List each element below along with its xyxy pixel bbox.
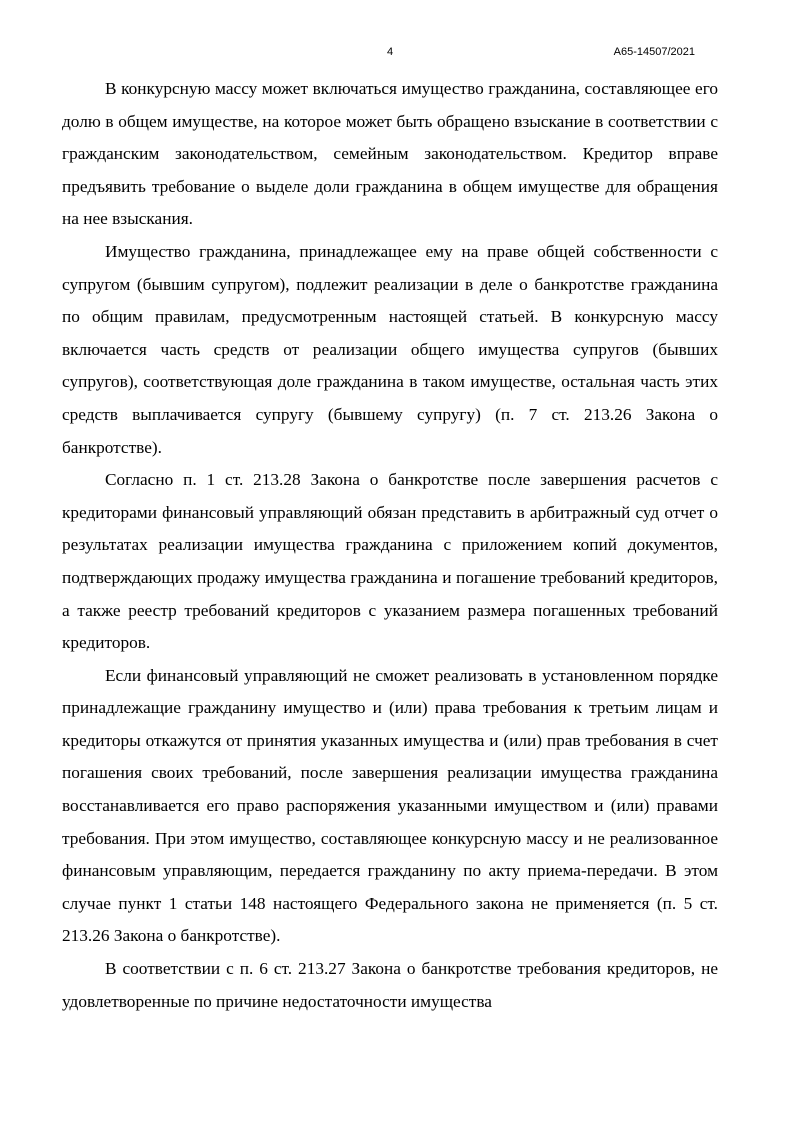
document-body — [62, 73, 718, 1018]
paragraph-spouse-property: Имущество гражданина, принадлежащее ему на праве общей собственности с супругом (бывшим супругом), подлежит реализации в деле о банкротстве гражданина по общим правилам, предусмотренным настоящей статьей. В конкурсную массу включается часть средств от реализации общего имущества супругов (бывших супругов), соответствующая доле гражданина в таком имуществе, остальная часть этих средств выплачивается супругу (бывшему супругу) (п. 7 ст. 213.26 Закона о банкротстве). — [62, 241, 718, 457]
case-number: А65-14507/2021 — [613, 46, 695, 58]
paragraph-manager-report: Согласно п. 1 ст. 213.28 Закона о банкротстве после завершения расчетов с кредиторами финансовый управляющий обязан представить в арбитражный суд отчет о результатах реализации имущества гражданина с приложением копий документов, подтверждающих продажу имущества гражданина и погашение требований кредиторов, а также реестр требований кредиторов с указанием размера погашенных требований кредиторов. — [62, 470, 718, 653]
paragraph-unsatisfied-claims: В соответствии с п. 6 ст. 213.27 Закона о банкротстве требования кредиторов, не удовлетворенные по причине недостаточности имущества — [62, 959, 718, 1011]
paragraph-unsold-property: Если финансовый управляющий не сможет реализовать в установленном порядке принадлежащие гражданину имущество и (или) права требования к третьим лицам и кредиторы откажутся от принятия указанных имущества и (или) прав требования в счет погашения своих требований, после завершения реализации имущества гражданина восстанавливается его право распоряжения указанными имуществом и (или) правами требования. При этом имущество, составляющее конкурсную массу и не реализованное финансовым управляющим, передается гражданину по акту приема-передачи. В этом случае пункт 1 статьи 148 настоящего Федерального закона не применяется (п. 5 ст. 213.26 Закона о банкротстве). — [62, 665, 718, 946]
page-number: 4 — [386, 46, 394, 58]
paragraph-joint-property-share: В конкурсную массу может включаться имущество гражданина, составляющее его долю в общем имуществе, на которое может быть обращено взыскание в соответствии с гражданским законодательством, семейным законодательством. Кредитор вправе предъявить требование о выделе доли гражданина в общем имуществе для обращения на нее взыскания. — [62, 79, 718, 229]
